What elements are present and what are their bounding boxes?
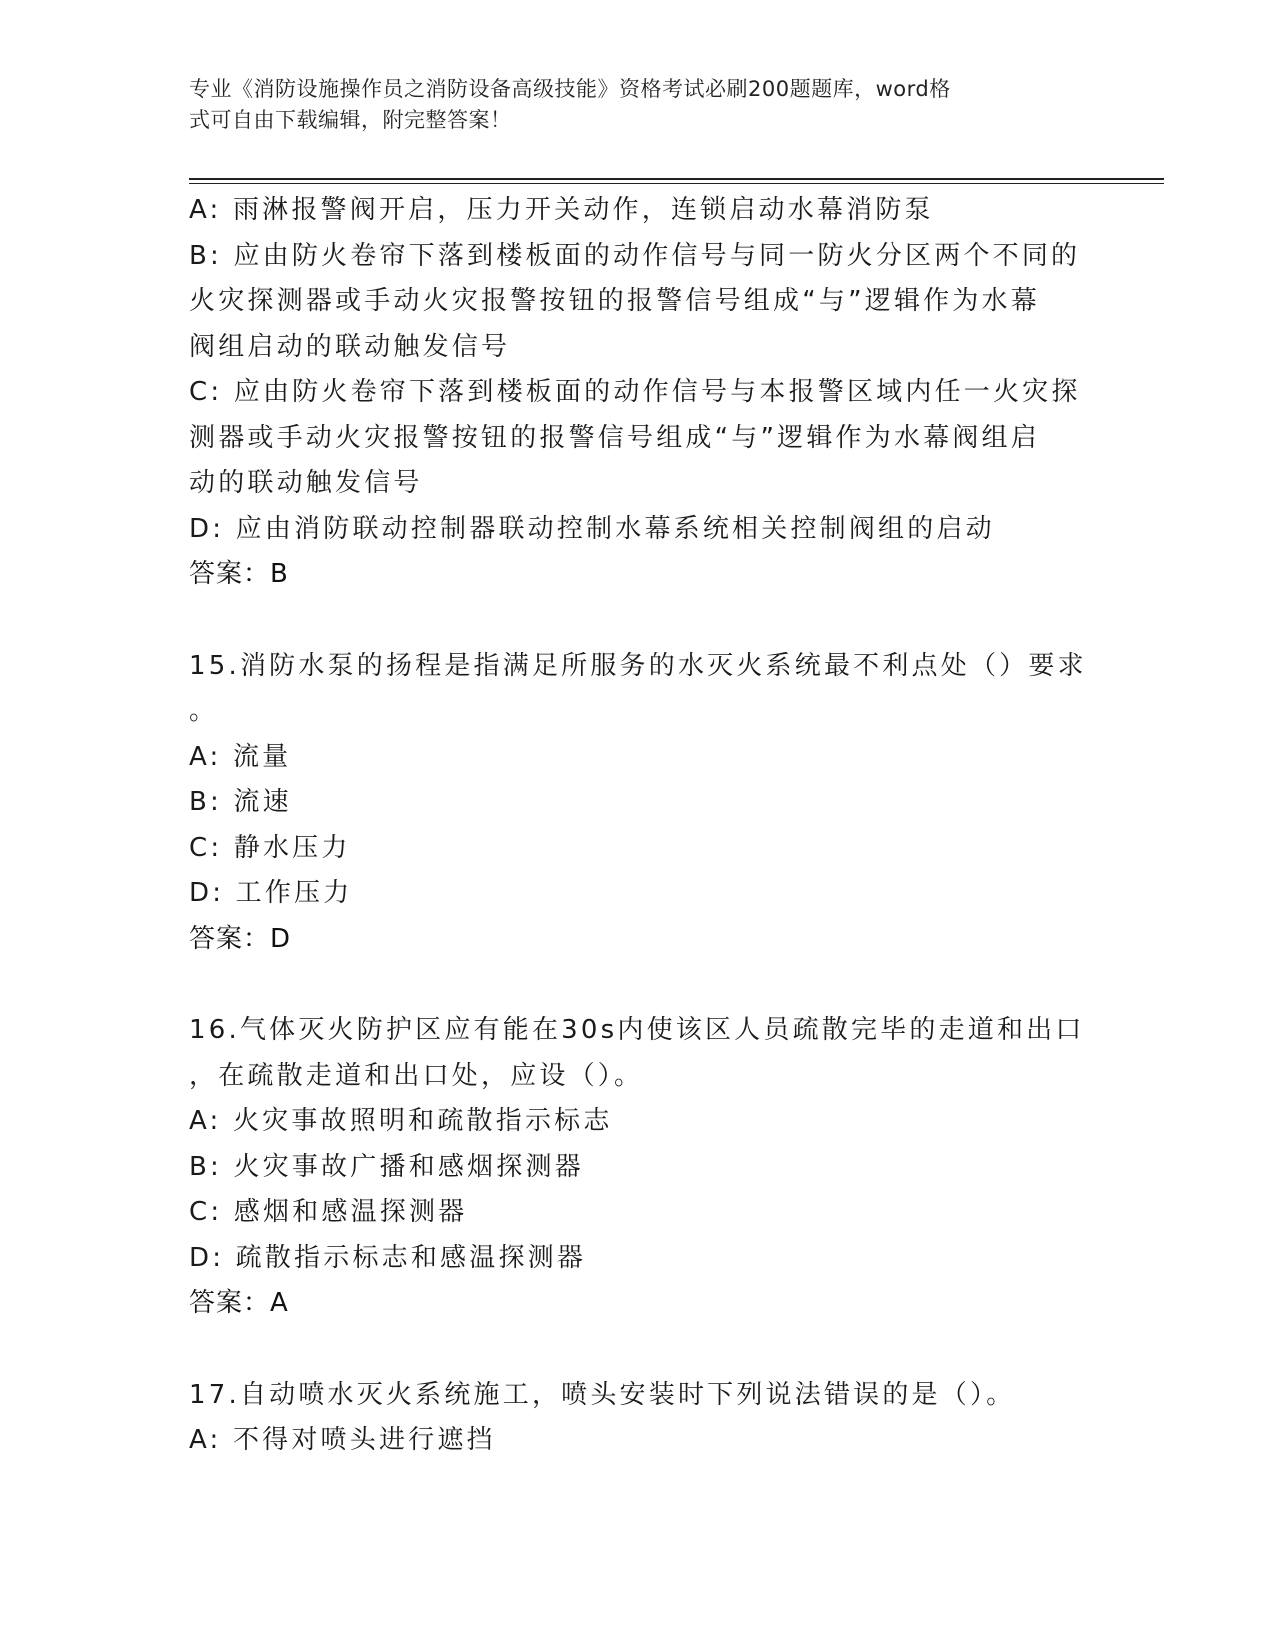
option-b: B: 流速 xyxy=(189,787,292,817)
option-c: C: 感烟和感温探测器 xyxy=(189,1197,468,1227)
header-line-2: 式可自由下载编辑，附完整答案！ xyxy=(189,108,512,132)
option-b-line-2: 火灾探测器或手动火灾报警按钮的报警信号组成“与”逻辑作为水幕 xyxy=(189,286,1040,316)
option-a: A: 流量 xyxy=(189,741,292,772)
option-c-line-1: C: 应由防火卷帘下落到楼板面的动作信号与本报警区域内任一火灾探 xyxy=(189,377,1081,407)
header-line-1: 专业《消防设施操作员之消防设备高级技能》资格考试必刷200题题库，word格 xyxy=(189,77,951,101)
question-block-15 xyxy=(189,644,1089,963)
spacer xyxy=(189,1327,1089,1373)
question-stem-line-2: 。 xyxy=(189,696,219,726)
header-divider-thin xyxy=(189,183,1164,184)
option-c: C: 静水压力 xyxy=(189,832,351,863)
question-stem-line-1: 17.自动喷水灭火系统施工，喷头安装时下列说法错误的是（）。 xyxy=(189,1379,1016,1410)
option-a: A: 不得对喷头进行遮挡 xyxy=(189,1425,496,1455)
spacer xyxy=(189,962,1089,1008)
option-c-line-2: 测器或手动火灾报警按钮的报警信号组成“与”逻辑作为水幕阀组启 xyxy=(189,422,1040,453)
document-body xyxy=(189,188,1089,1464)
question-block-16 xyxy=(189,1008,1089,1327)
option-b-line-3: 阀组启动的联动触发信号 xyxy=(189,331,511,362)
header-divider-thick xyxy=(189,178,1164,180)
option-c-line-3: 动的联动触发信号 xyxy=(189,468,423,498)
question-block-14 xyxy=(189,188,1089,598)
answer-text: 答案：D xyxy=(189,923,292,954)
option-d: D: 疏散指示标志和感温探测器 xyxy=(189,1242,587,1273)
document-header xyxy=(189,74,1079,136)
option-a: A: 火灾事故照明和疏散指示标志 xyxy=(189,1106,613,1136)
option-b: B: 火灾事故广播和感烟探测器 xyxy=(189,1151,584,1182)
question-stem-line-1: 16.气体灭火防护区应有能在30s内使该区人员疏散完毕的走道和出口 xyxy=(189,1015,1085,1045)
option-d: D: 应由消防联动控制器联动控制水幕系统相关控制阀组的启动 xyxy=(189,513,995,544)
option-a: A: 雨淋报警阀开启，压力开关动作，连锁启动水幕消防泵 xyxy=(189,195,934,225)
answer-text: 答案：B xyxy=(189,559,289,589)
option-b-line-1: B: 应由防火卷帘下落到楼板面的动作信号与同一防火分区两个不同的 xyxy=(189,240,1081,271)
spacer xyxy=(189,598,1089,644)
option-d: D: 工作压力 xyxy=(189,878,353,908)
answer-text: 答案：A xyxy=(189,1288,289,1318)
question-stem-line-2: ，在疏散走道和出口处，应设（）。 xyxy=(189,1060,644,1091)
question-stem-line-1: 15.消防水泵的扬程是指满足所服务的水灭火系统最不利点处（）要求 xyxy=(189,650,1087,681)
question-block-17 xyxy=(189,1373,1089,1464)
